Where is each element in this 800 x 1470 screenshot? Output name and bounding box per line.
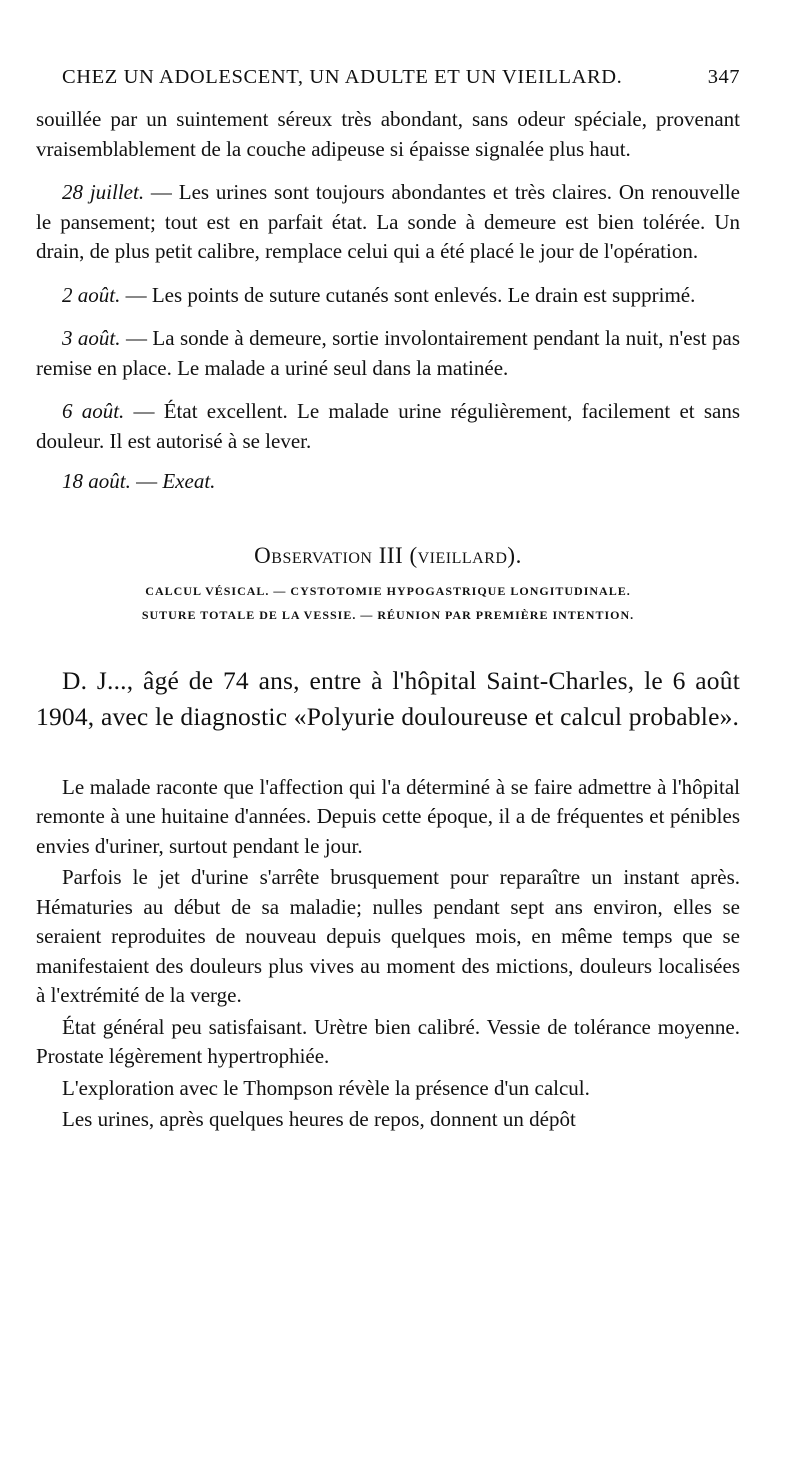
date-2-aout: 2 août.	[62, 282, 121, 307]
date-6-aout: 6 août.	[62, 399, 125, 423]
paragraph-3-aout	[36, 324, 740, 383]
paragraph-exploration: L'exploration avec le Thompson révèle la présence d'un calcul.	[62, 1075, 590, 1100]
case-intro: D. J..., âgé de 74 ans, entre à l'hôpital Saint-Charles, le 6 août 1904, avec le diagnostic «Polyurie douloureuse et calcul probable».	[36, 665, 740, 731]
paragraph-18-aout	[36, 467, 740, 497]
paragraph-history: Le malade raconte que l'affection qui l'a déterminé à se faire admettre à l'hôpital remonte à une huitaine d'années. Depuis cette époque, il a de fréquentes et pénibles envies d'uriner, surtout pendant le jour.	[36, 774, 740, 858]
date-3-aout: 3 août.	[62, 326, 121, 350]
paragraph-6-aout-text: — État excellent. Le malade urine régulièrement, facilement et sans douleur. Il est autorisé à se lever.	[36, 399, 740, 453]
paragraph-symptoms: Parfois le jet d'urine s'arrête brusquement pour reparaître un instant après. Hématuries au début de sa maladie; nulles pendant sept ans environ, elles se seraient reproduites de nouveau depuis quelques mois, en même temps que se manifestaient des douleurs plus vives au moment des mictions, douleurs localisées à l'extrémité de la verge.	[36, 865, 740, 1007]
paragraph-general-state: État général peu satisfaisant. Urètre bien calibré. Vessie de tolérance moyenne. Prostate légèrement hypertrophiée.	[36, 1014, 740, 1068]
paragraph-urines: Les urines, après quelques heures de repos, donnent un dépôt	[62, 1107, 576, 1131]
running-title: CHEZ UN ADOLESCENT, UN ADULTE ET UN VIEILLARD.	[62, 66, 623, 88]
observation-subtitle-1: CALCUL VÉSICAL. — CYSTOTOMIE HYPOGASTRIQUE LONGITUDINALE.	[145, 583, 631, 598]
page-number: 347	[707, 66, 740, 88]
paragraph-6-aout	[36, 397, 740, 456]
paragraph-28-juillet	[36, 178, 740, 267]
observation-title: Observation III (vieillard).	[254, 542, 522, 568]
observation-subtitle-2: SUTURE TOTALE DE LA VESSIE. — RÉUNION PAR PREMIÈRE INTENTION.	[141, 607, 635, 622]
document-page	[36, 66, 740, 1135]
exeat-text: Exeat.	[162, 469, 216, 493]
paragraph-continuation: souillée par un suintement séreux très abondant, sans odeur spéciale, provenant vraisemblablement de la couche adipeuse si épaisse signalée plus haut.	[36, 107, 740, 161]
paragraph-28-juillet-text: — Les urines sont toujours abondantes et très claires. On renouvelle le pansement; tout est en parfait état. La sonde à demeure est bien tolérée. Un drain, de plus petit calibre, remplace celui qui a été placé le jour de l'opération.	[36, 180, 740, 263]
running-head	[62, 66, 740, 89]
date-18-aout: 18 août.	[62, 469, 131, 493]
date-28-juillet: 28 juillet.	[62, 180, 145, 204]
paragraph-2-aout-text: — Les points de suture cutanés sont enlevés. Le drain est supprimé.	[120, 282, 696, 307]
paragraph-18-aout-dash: —	[130, 469, 163, 493]
paragraph-2-aout	[36, 281, 740, 311]
paragraph-3-aout-text: — La sonde à demeure, sortie involontairement pendant la nuit, n'est pas remise en place. Le malade a uriné seul dans la matinée.	[36, 326, 740, 380]
